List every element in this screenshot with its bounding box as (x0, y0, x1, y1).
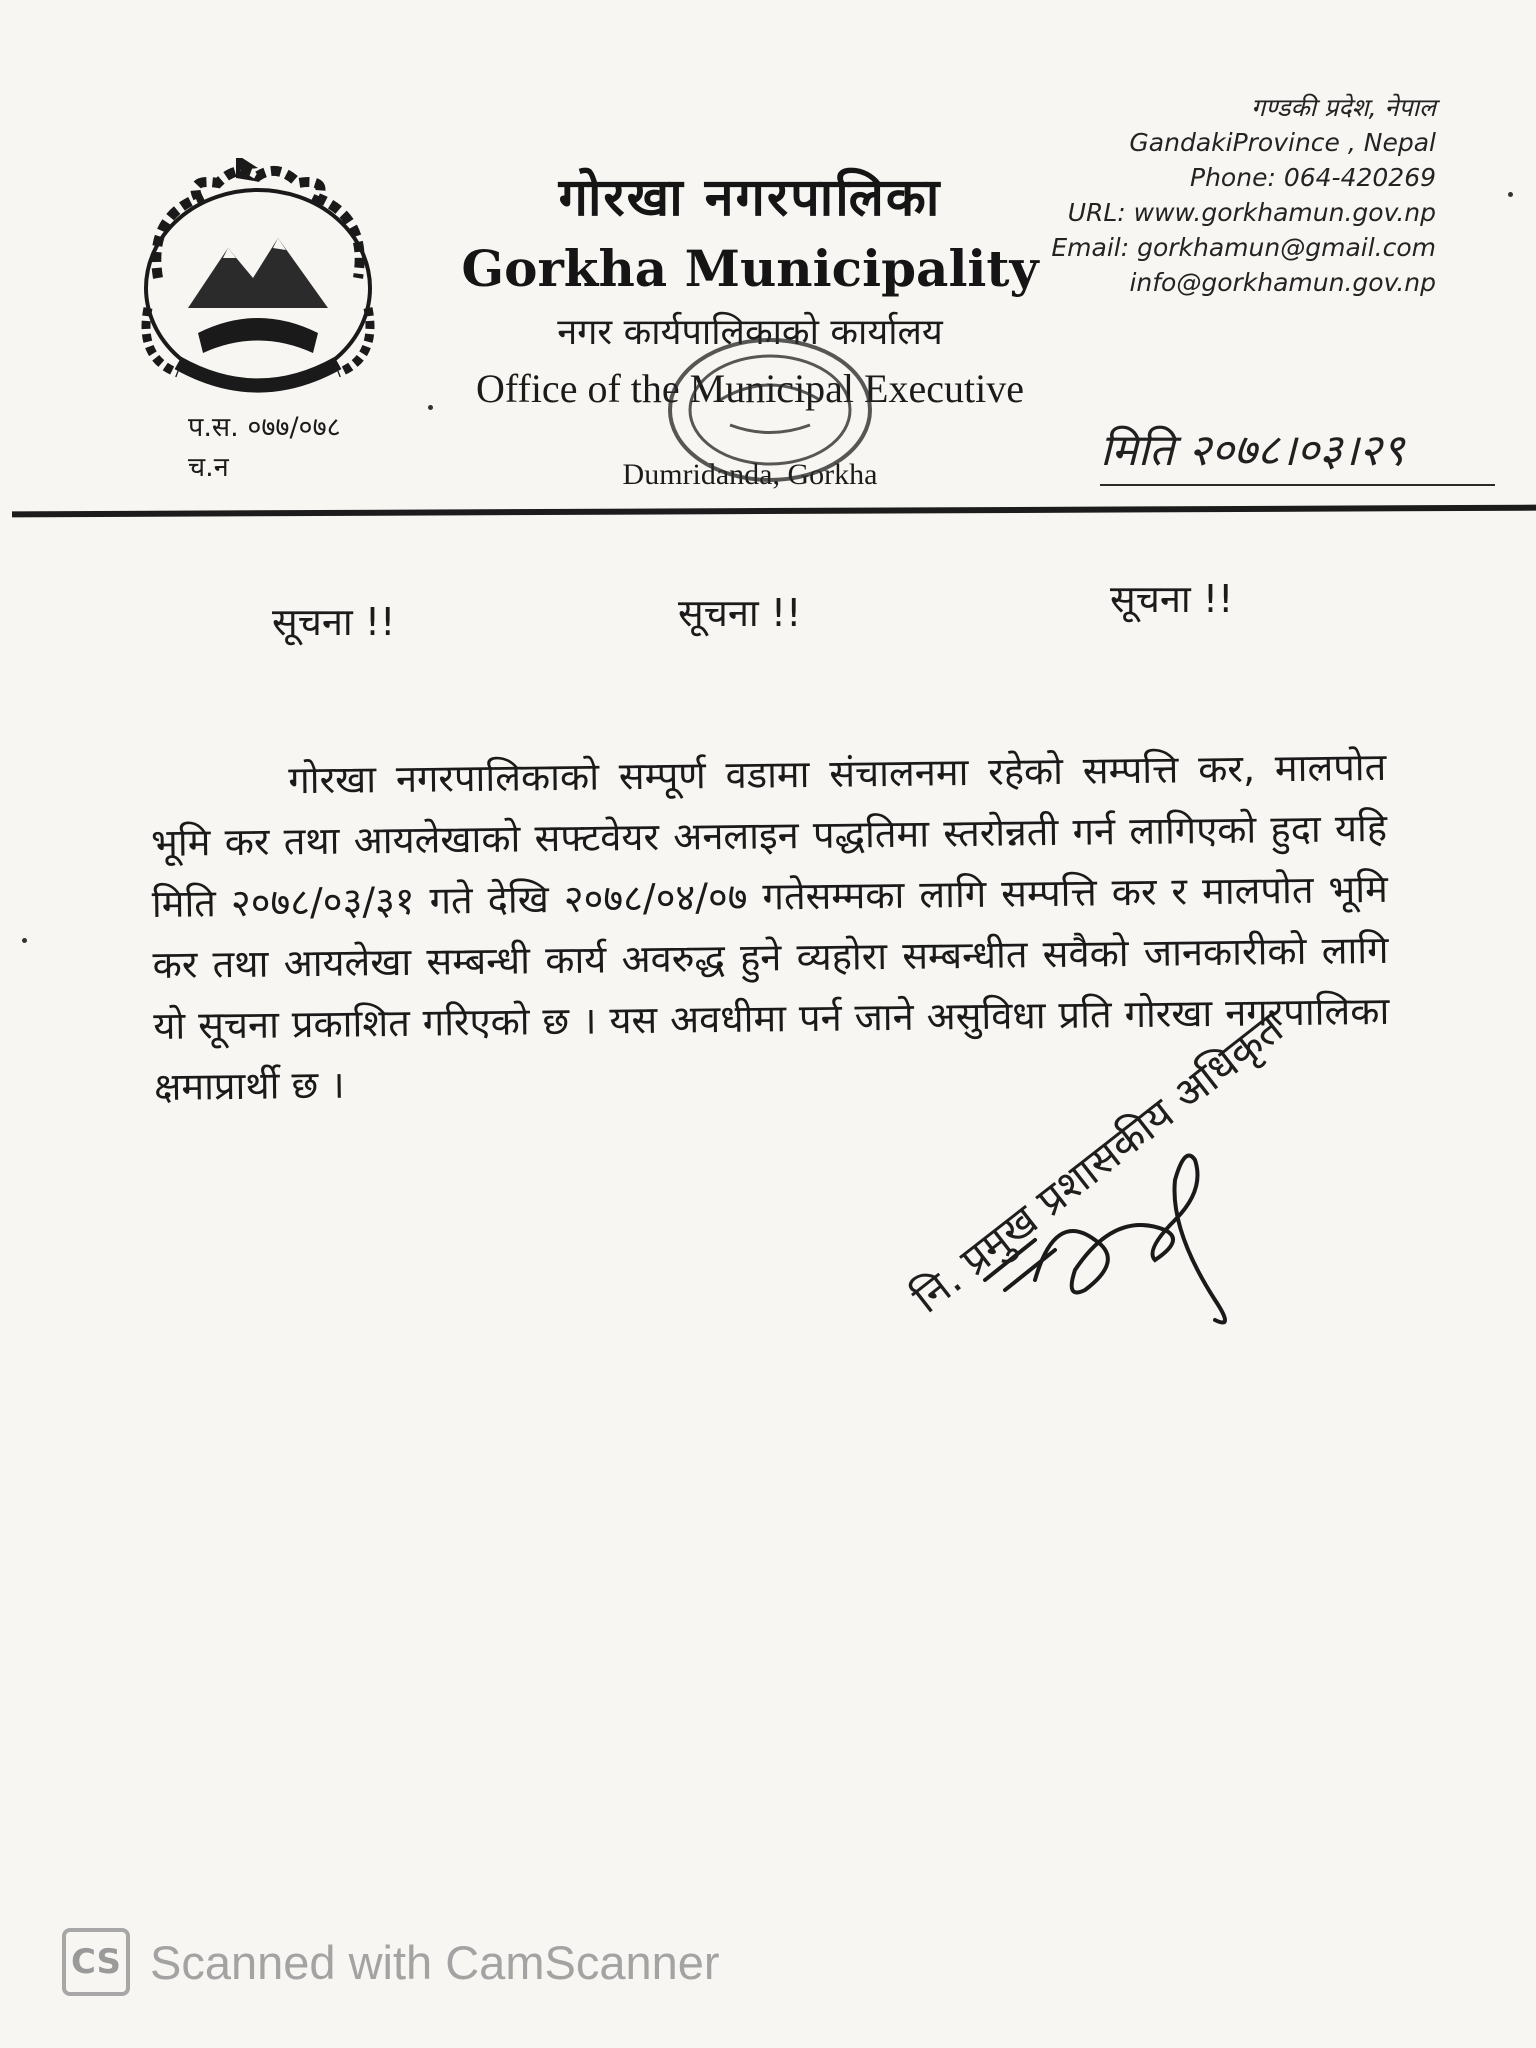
municipality-name-en: Gorkha Municipality (461, 239, 1039, 298)
dispatch-number: च.न (188, 452, 229, 483)
scanner-watermark (62, 1928, 720, 1996)
municipality-name-np: गोरखा नगरपालिका (558, 168, 942, 228)
notice-body: गोरखा नगरपालिकाको सम्पूर्ण वडामा संचालनमा रहेको सम्पत्ति कर, मालपोत भूमि कर तथा आयलेखाको सफ्टवेयर अनलाइन पद्धतिमा स्तरोन्नती गर्न लागिएको हुदा यहि मिति २०७८/०३/३१ गते देखि २०७८/०४/०७ गतेसम्मका लागि सम्पत्ति कर र मालपोत भूमि कर तथा आयलेखा सम्बन्धी कार्य अवरुद्ध हुने व्यहोरा सम्बन्धीत सवैको जानकारीको लागि यो सूचना प्रकाशित गरिएको छ । यस अवधीमा पर्न जाने असुविधा प्रति गोरखा नगरपालिका क्षमाप्रार्थी छ । (150, 744, 1390, 1109)
scan-speck (1508, 192, 1513, 197)
watermark-text: Scanned with CamScanner (150, 1935, 720, 1989)
scan-speck (22, 938, 27, 943)
notice-heading-2: सूचना !! (678, 591, 802, 635)
province-en: GandakiProvince , Nepal (1129, 128, 1436, 157)
camscanner-logo: CS (62, 1928, 130, 1996)
website-url: URL: www.gorkhamun.gov.np (1067, 198, 1436, 227)
email-address: Email: gorkhamun@gmail.com (1051, 233, 1436, 262)
reference-block (188, 408, 341, 488)
phone-number: Phone: 064-420269 (1190, 163, 1436, 192)
office-stamp (660, 330, 880, 490)
signatory-title: नि. प्रमुख प्रशासकीय अधिकृत (903, 1003, 1292, 1323)
office-name-np: नगर कार्यपालिकाको कार्यालय (557, 312, 943, 353)
office-name-en: Office of the Municipal Executive (476, 366, 1024, 411)
letter-number: प.स. ०७७/०७८ (188, 412, 341, 443)
province-np: गण्डकी प्रदेश, नेपाल (1251, 93, 1436, 122)
contact-info (1051, 90, 1436, 300)
header-divider (12, 505, 1536, 518)
office-location: Dumridanda, Gorkha (622, 458, 878, 491)
letter-date: मिति २०७८।०३।२९ (1100, 425, 1405, 476)
email-address-secondary: info@gorkhamun.gov.np (1129, 268, 1436, 297)
date-underline (1100, 484, 1495, 486)
scan-speck (428, 405, 433, 410)
nepal-emblem-logo (118, 158, 398, 408)
notice-heading-3: सूचना !! (1110, 577, 1234, 621)
notice-heading-1: सूचना !! (272, 600, 396, 644)
